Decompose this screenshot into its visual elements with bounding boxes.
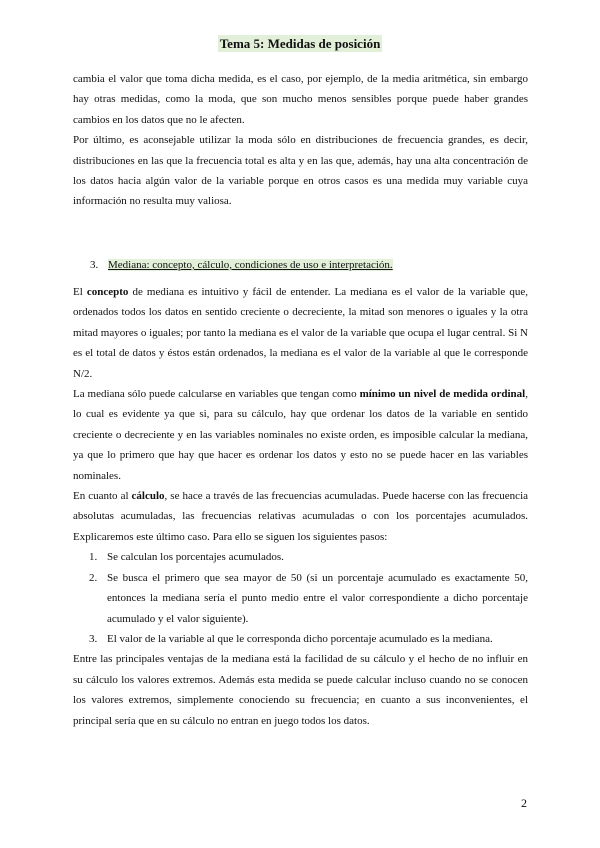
section-heading-text: Mediana: concepto, cálculo, condiciones de uso e interpretación. [108,259,393,271]
bold-term: cálculo [131,490,165,503]
list-number: 3. [89,632,98,645]
page-number: 2 [521,796,527,810]
bold-term: concepto [86,286,129,298]
intro-paragraph: cambia el valor que toma dicha medida, es el caso, por ejemplo, de la media aritmética, sin embargo hay otras medidas, como la moda, que son mucho menos sensibles porque puede haber grandes cambios en los datos que no le afecten. [73,73,528,126]
page-title: Tema 5: Medidas de posición [219,36,381,51]
list-item [73,629,528,649]
intro-block [73,69,528,212]
list-number: 2. [89,571,98,584]
section-body [73,282,528,731]
section-heading [90,255,393,275]
list-item [73,568,528,629]
intro-paragraph: Por último, es aconsejable utilizar la moda sólo en distribuciones de frecuencia grandes, es decir, distribuciones en las que la frecuencia total es alta y en las que, además, hay una alta concentración de los datos hacia algún valor de la variable porque en otros casos es una medida muy variable cuya información no resulta muy valiosa. [73,134,528,208]
list-number: 1. [89,551,98,564]
concept-paragraph: El concepto de mediana es intuitivo y fácil de entender. La mediana es el valor de la variable que, ordenados todos los datos en sentido creciente o decreciente, la mitad son menores o iguales y la otra mitad mayores o iguales; por tanto la mediana es el valor de la variable que ocupa el lugar central. Si N es el total de datos y éstos están ordenados, la mediana es el valor de la variable al que le corresponde N/2. [73,286,528,380]
bold-term: mínimo un nivel de medida ordinal [359,388,526,401]
list-item [73,547,528,567]
list-text: Se calculan los porcentajes acumulados. [107,551,284,564]
list-text: El valor de la variable al que le corresponda dicho porcentaje acumulado es la mediana. [107,632,493,645]
advantages-paragraph: Entre las principales ventajas de la mediana está la facilidad de su cálculo y el hecho de no influir en su cálculo los valores extremos. Además esta medida se puede calcular incluso cuando no se conocen los valores extremos, simplemente conociendo su frecuencia; en cuanto a sus inconvenientes, el principal sería que en su cálculo no entran en juego todos los datos. [73,653,528,727]
list-text: Se busca el primero que sea mayor de 50 (si un porcentaje acumulado es exactamente 50, entonces la mediana sería el punto medio entre el valor correspondiente a dicho porcentaje acumulado y el valor siguiente). [107,571,528,625]
calculation-paragraph: En cuanto al cálculo, se hace a través de las frecuencias acumuladas. Puede hacerse con las frecuencia absolutas acumuladas, las frecuencias relativas acumuladas o con los porcentajes acumulados. Explicaremos este último caso. Para ello se siguen los siguientes pasos: [73,490,529,543]
steps-list [73,547,528,649]
page-header [0,36,600,52]
section-number: 3. [90,259,99,271]
ordinal-paragraph: La mediana sólo puede calcularse en variables que tengan como mínimo un nivel de medida ordinal, lo cual es evidente ya que si, para su cálculo, hay que ordenar los datos de la variable en sentido creciente o decreciente y en las variables nominales no existe orden, es imposible calcular la mediana, ya que lo primero que hay que hacer es ordenar los datos y esto no se puede hacer en las variables nominales. [73,388,528,482]
